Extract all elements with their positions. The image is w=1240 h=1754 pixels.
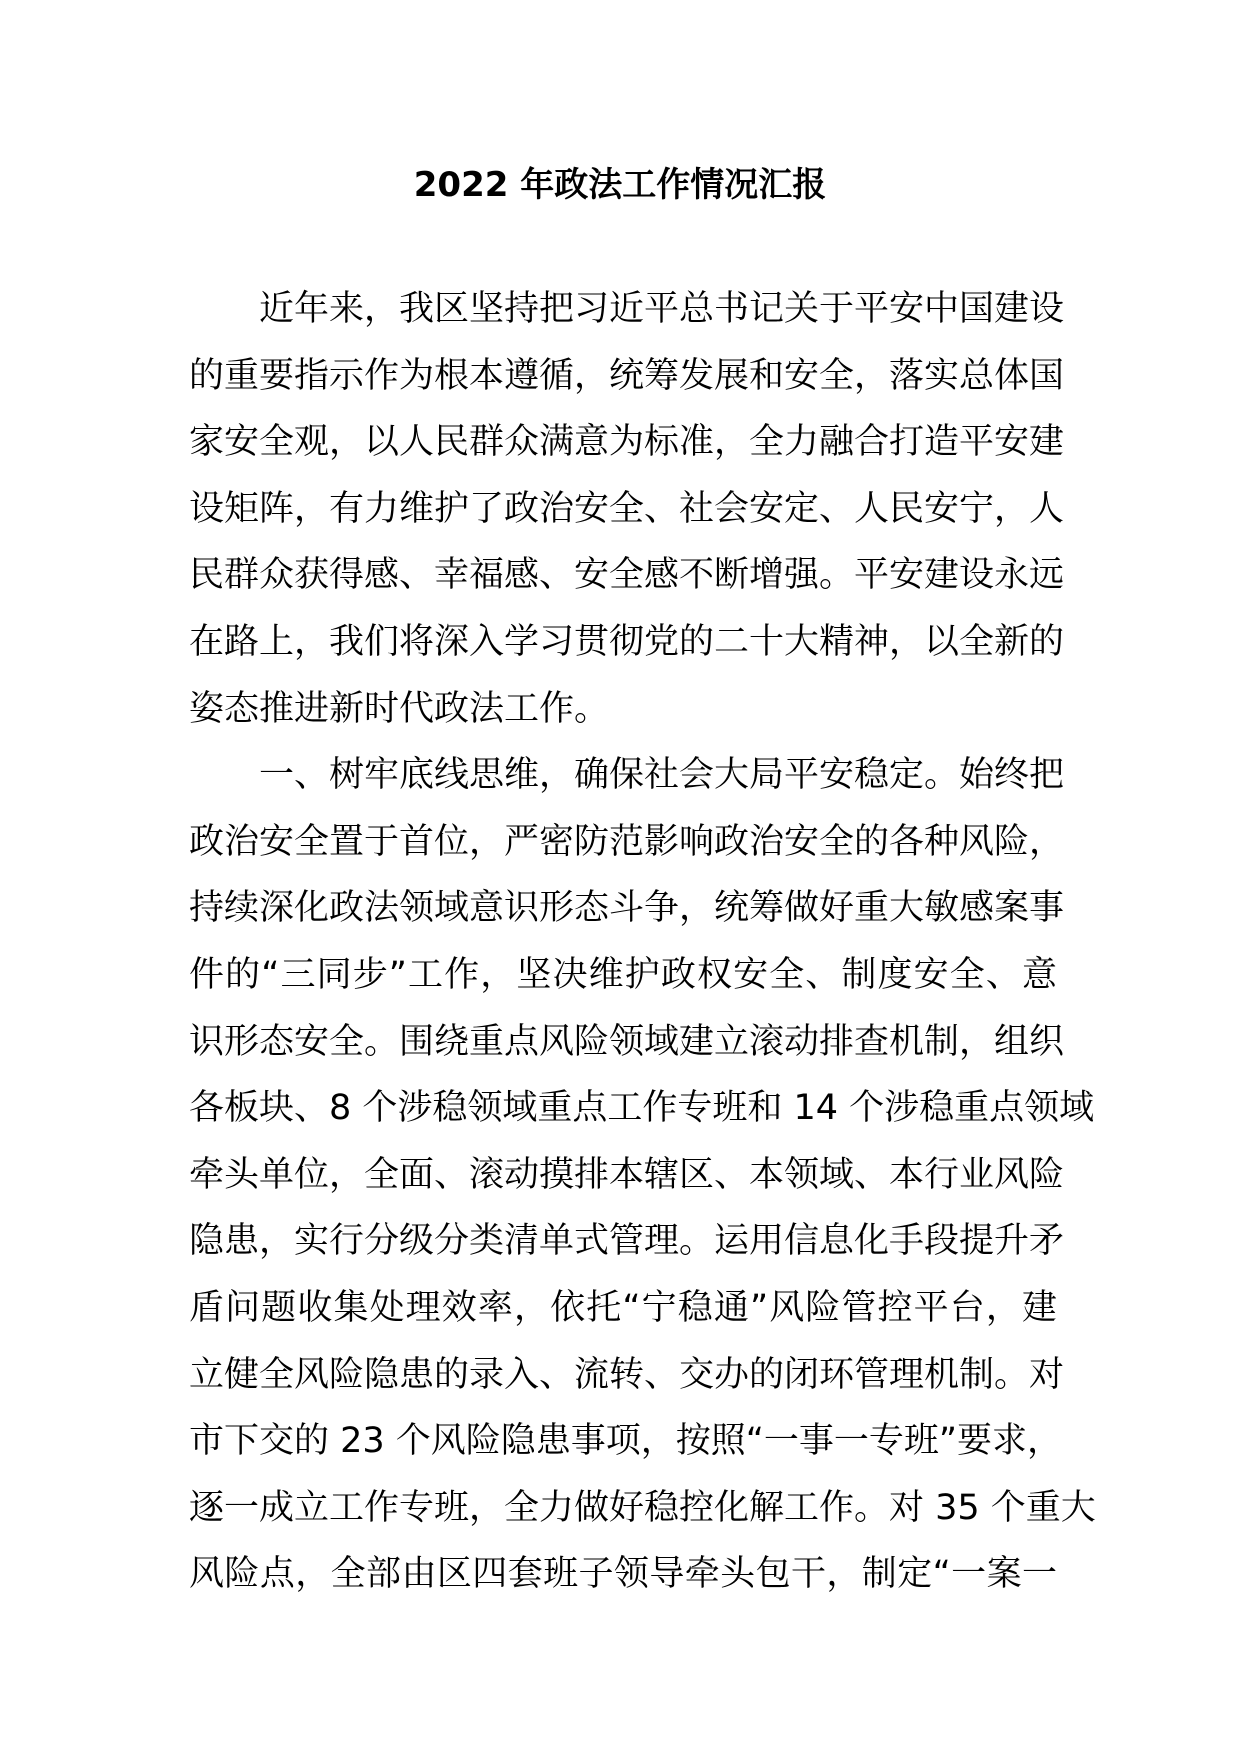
text-line: 持续深化政法领域意识形态斗争，统筹做好重大敏感案事: [189, 888, 1065, 929]
text-line: 隐患，实行分级分类清单式管理。运用信息化手段提升矛: [189, 1221, 1065, 1262]
text-line: 姿态推进新时代政法工作。: [189, 688, 610, 729]
text-line: 家安全观，以人民群众满意为标准，全力融合打造平安建: [189, 422, 1065, 463]
text-line: 盾问题收集处理效率，依托“宁稳通”风险管控平台，建: [189, 1287, 1057, 1328]
text-line: 件的“三同步”工作，坚决维护政权安全、制度安全、意: [189, 954, 1057, 995]
text-line: 牵头单位，全面、滚动摸排本辖区、本领域、本行业风险: [189, 1154, 1065, 1195]
paragraph: [189, 276, 1065, 742]
text-line: 的重要指示作为根本遵循，统筹发展和安全，落实总体国: [189, 355, 1065, 396]
text-line: 设矩阵，有力维护了政治安全、社会安定、人民安宁，人: [189, 488, 1065, 529]
text-line: 立健全风险隐患的录入、流转、交办的闭环管理机制。对: [189, 1354, 1065, 1395]
document-title: 2022 年政法工作情况汇报: [413, 165, 827, 205]
text-line: 风险点，全部由区四套班子领导牵头包干，制定“一案一: [189, 1554, 1057, 1595]
text-line: 民群众获得感、幸福感、安全感不断增强。平安建设永远: [189, 555, 1065, 596]
paragraph: [189, 742, 1096, 1608]
text-line: 各板块、8 个涉稳领域重点工作专班和 14 个涉稳重点领域: [189, 1088, 1095, 1129]
text-line: 近年来，我区坚持把习近平总书记关于平安中国建设: [259, 289, 1065, 329]
text-line: 一、树牢底线思维，确保社会大局平安稳定。始终把: [259, 755, 1065, 796]
text-line: 识形态安全。围绕重点风险领域建立滚动排查机制，组织: [189, 1021, 1065, 1062]
text-line: 逐一成立工作专班，全力做好稳控化解工作。对 35 个重大: [189, 1487, 1096, 1528]
text-line: 政治安全置于首位，严密防范影响政治安全的各种风险，: [189, 821, 1065, 862]
text-line: 市下交的 23 个风险隐患事项，按照“一事一专班”要求，: [189, 1421, 1063, 1462]
text-line: 在路上，我们将深入学习贯彻党的二十大精神，以全新的: [189, 621, 1065, 662]
document-body: [189, 276, 1096, 1608]
